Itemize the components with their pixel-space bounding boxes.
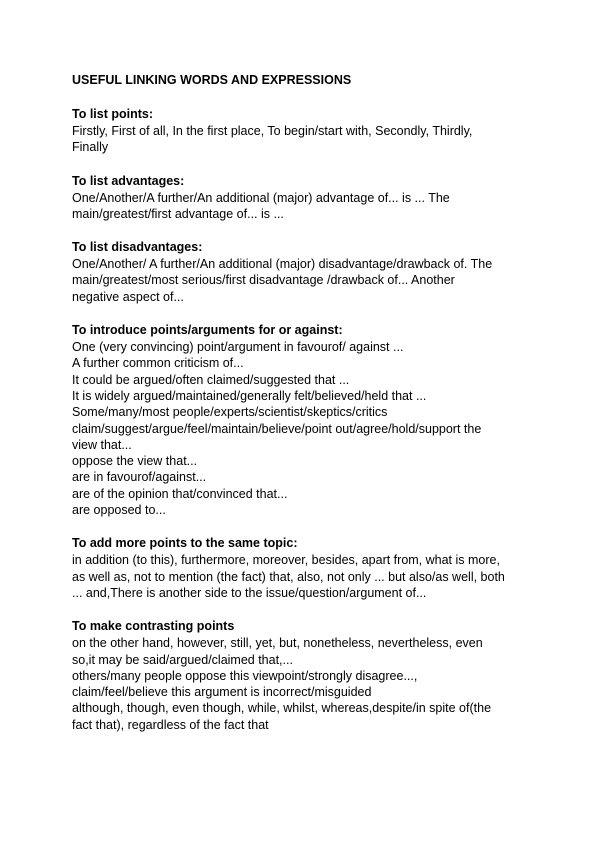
section-text-line: One (very convincing) point/argument in favourof/ against ... — [72, 340, 404, 355]
document-title: USEFUL LINKING WORDS AND EXPRESSIONS — [72, 73, 352, 87]
section-text-line: claim/feel/believe this argument is incorrect/misguided — [72, 685, 372, 700]
section — [72, 173, 532, 223]
section-text-line: are in favourof/against... — [72, 470, 207, 485]
section-text-line: oppose the view that... — [72, 454, 198, 469]
section-text-line: Firstly, First of all, In the first place, To begin/start with, Secondly, Thirdly, — [72, 124, 473, 138]
section — [72, 322, 532, 518]
section-heading: To add more points to the same topic: — [72, 536, 298, 551]
section-text-line: as well as, not to mention (the fact) that, also, not only ... but also/as well, both — [72, 569, 505, 584]
section-text-line: view that... — [72, 437, 132, 452]
section-text-line: are of the opinion that/convinced that... — [72, 486, 288, 501]
section-text-line: are opposed to... — [72, 503, 166, 518]
section-text-line: A further common criticism of... — [72, 356, 244, 371]
section-text-line: on the other hand, however, still, yet, but, nonetheless, nevertheless, even — [72, 636, 483, 651]
section-text-line: so,it may be said/argued/claimed that,... — [72, 652, 293, 667]
section-text-line: One/Another/ A further/An additional (major) disadvantage/drawback of. The — [72, 257, 493, 272]
section-text-line: claim/suggest/argue/feel/maintain/believe/point out/agree/hold/support the — [72, 421, 482, 436]
section-text-line: main/greatest/first advantage of... is ... — [72, 206, 284, 221]
section-text-line: One/Another/A further/An additional (major) advantage of... is ... The — [72, 190, 450, 205]
section-text-line: It is widely argued/maintained/generally felt/believed/held that ... — [72, 388, 427, 403]
section-text-line: negative aspect of... — [72, 289, 184, 304]
section — [72, 535, 532, 601]
document-page — [72, 72, 532, 750]
section — [72, 106, 532, 156]
section-text-line: others/many people oppose this viewpoint/strongly disagree..., — [72, 668, 418, 683]
section-text-line: Finally — [72, 140, 109, 155]
section — [72, 618, 532, 733]
section-heading: To introduce points/arguments for or against: — [72, 323, 343, 338]
section — [72, 239, 532, 305]
section-text-line: Some/many/most people/experts/scientist/skeptics/critics — [72, 405, 388, 420]
section-heading: To list disadvantages: — [72, 240, 203, 255]
sections-container — [72, 106, 532, 733]
section-text-line: It could be argued/often claimed/suggested that ... — [72, 372, 350, 387]
section-heading: To list advantages: — [72, 173, 185, 188]
section-heading: To list points: — [72, 107, 154, 121]
section-text-line: in addition (to this), furthermore, moreover, besides, apart from, what is more, — [72, 553, 500, 568]
section-heading: To make contrasting points — [72, 619, 235, 634]
section-text-line: fact that), regardless of the fact that — [72, 717, 269, 732]
section-text-line: although, though, even though, while, whilst, whereas,despite/in spite of(the — [72, 701, 492, 716]
section-text-line: main/greatest/most serious/first disadvantage /drawback of... Another — [72, 273, 455, 288]
section-text-line: ... and,There is another side to the issue/question/argument of... — [72, 585, 427, 600]
